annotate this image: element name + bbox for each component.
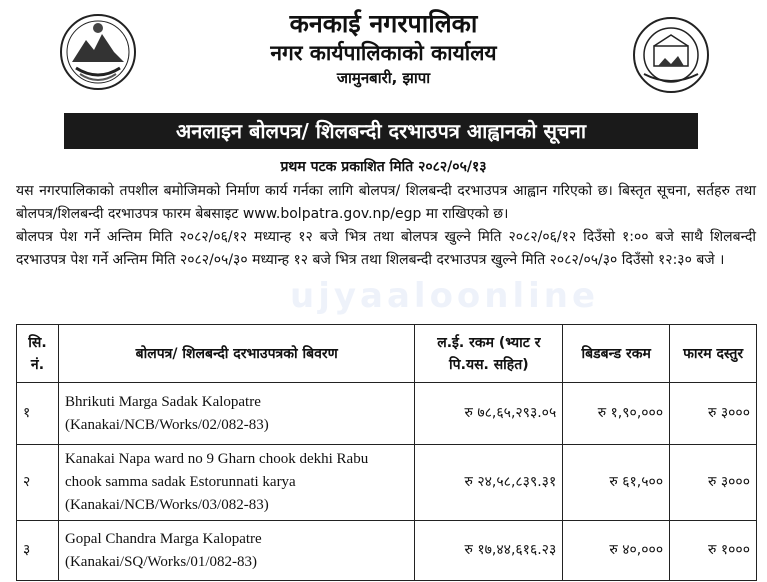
office-name: नगर कार्यपालिकाको कार्यालय	[270, 41, 497, 65]
row-bid-bond: रु ४०,०००	[563, 521, 670, 581]
row-description	[58, 521, 414, 581]
header-form-fee: फारम दस्तुर	[670, 325, 757, 383]
row-sn: ३	[17, 521, 59, 581]
watermark: ujyaaloonline	[290, 276, 600, 316]
nepal-emblem-logo	[58, 12, 138, 92]
row-code: (Kanakai/SQ/Works/01/082-83)	[64, 553, 258, 570]
office-heading	[150, 8, 617, 89]
notice-paragraph-2: बोलपत्र पेश गर्ने अन्तिम मिति २०८२/०६/१२ मध्यान्ह १२ बजे भित्र तथा बोलपत्र खुल्ने मिति २०८२/०६/१२ दिउँसो १:०० बजे साथै शिलबन्दी दरभाउपत्र पेश गर्ने अन्तिम मिति २०८२/०५/३० मध्यान्ह १२ बजे भित्र तथा शिलबन्दी दरभाउपत्र खुल्ने मिति २०८२/०५/३० दिउँसो १२:३० बजे ।	[16, 229, 756, 268]
row-sn: १	[17, 383, 59, 445]
row-sn: २	[17, 445, 59, 521]
row-title: Bhrikuti Marga Sadak Kalopatre	[64, 393, 261, 410]
row-form-fee: रु ३०००	[670, 383, 757, 445]
row-form-fee: रु ३०००	[670, 445, 757, 521]
notice-title-banner: अनलाइन बोलपत्र/ शिलबन्दी दरभाउपत्र आह्वानको सूचना	[64, 113, 698, 149]
header-sn: सि. नं.	[17, 325, 59, 383]
row-estimate: रु ७८,६५,२९३.०५	[415, 383, 563, 445]
row-description	[58, 445, 414, 521]
row-bid-bond: रु १,९०,०००	[563, 383, 670, 445]
row-form-fee: रु १०००	[670, 521, 757, 581]
row-description	[58, 383, 414, 445]
table-row	[17, 445, 757, 521]
row-code: (Kanakai/NCB/Works/02/082-83)	[64, 416, 269, 433]
table-row	[17, 521, 757, 581]
table-header-row	[17, 325, 757, 383]
row-title: Kanakai Napa ward no 9 Gharn chook dekhi Rabu chook samma sadak Estorunnati karya	[64, 451, 369, 490]
publication-date: प्रथम पटक प्रकाशित मिति २०८२/०५/१३	[280, 159, 487, 175]
tender-table	[16, 324, 757, 581]
row-estimate: रु १७,४४,६१६.२३	[415, 521, 563, 581]
row-title: Gopal Chandra Marga Kalopatre	[64, 530, 262, 547]
header-bid-bond: बिडबन्ड रकम	[563, 325, 670, 383]
row-estimate: रु २४,५८,८३९.३१	[415, 445, 563, 521]
header-estimate: ल.ई. रकम (भ्याट र पि.यस. सहित)	[415, 325, 563, 383]
notice-paragraph-1: यस नगरपालिकाको तपशील बमोजिमको निर्माण कार्य गर्नका लागि बोलपत्र/ शिलबन्दी दरभाउपत्र आह्वान गरिएको छ। बिस्तृत सूचना, सर्तहरु तथा बोलपत्र/शिलबन्दी दरभाउपत्र फारम बेबसाइट www.bolpatra.gov.np/egp मा राखिएको छ।	[16, 183, 756, 222]
row-bid-bond: रु ६१,५००	[563, 445, 670, 521]
office-location: जामुनबारी, झापा	[336, 69, 431, 87]
notice-body	[16, 180, 756, 272]
municipality-seal-logo	[632, 16, 710, 94]
table-row	[17, 383, 757, 445]
org-name: कनकाई नगरपालिका	[289, 9, 478, 38]
notice-header	[0, 0, 767, 108]
header-description: बोलपत्र/ शिलबन्दी दरभाउपत्रको बिवरण	[58, 325, 414, 383]
row-code: (Kanakai/NCB/Works/03/082-83)	[64, 497, 269, 513]
